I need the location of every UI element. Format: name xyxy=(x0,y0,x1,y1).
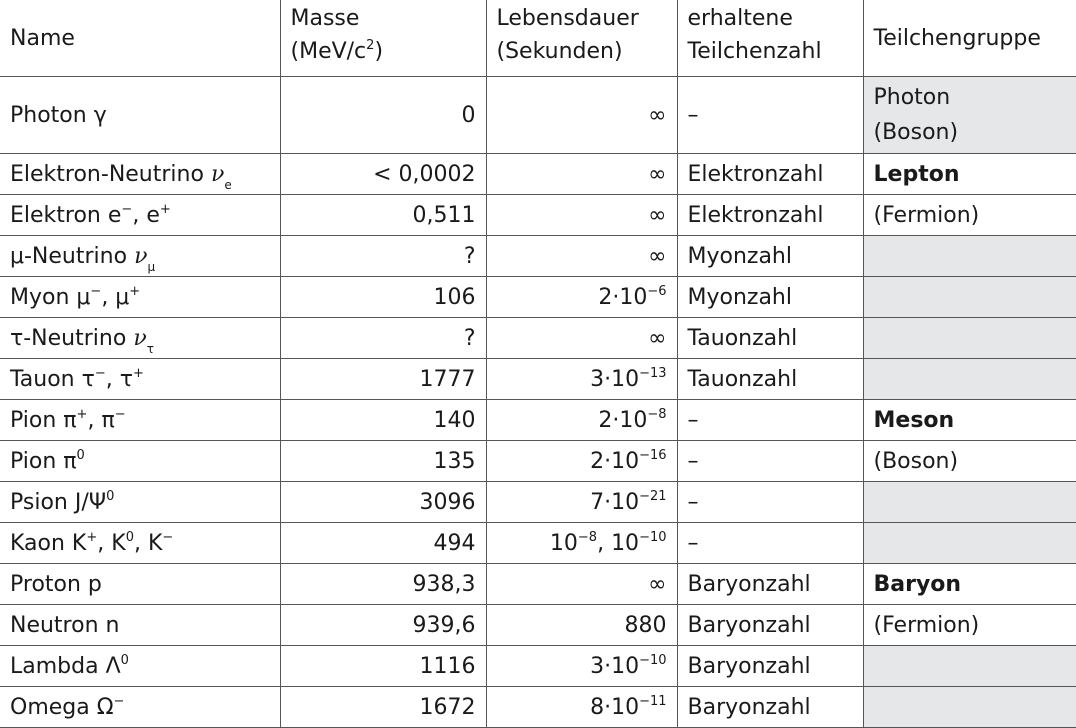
header-lifetime: Lebensdauer (Sekunden) xyxy=(486,0,677,77)
particle-group xyxy=(863,687,1076,728)
particle-group xyxy=(863,359,1076,400)
particle-group xyxy=(863,523,1076,564)
particle-lifetime: ∞ xyxy=(486,77,677,154)
particle-group: Lepton xyxy=(863,154,1076,195)
particle-name: Photon γ xyxy=(0,77,280,154)
particle-group xyxy=(863,482,1076,523)
particle-lifetime: $3\cdot 10^{-13}$ xyxy=(486,359,677,400)
particle-name: Proton p xyxy=(0,564,280,605)
particle-conserved: – xyxy=(677,400,863,441)
particle-lifetime: 880 xyxy=(486,605,677,646)
table-row xyxy=(0,359,1076,400)
particle-conserved: – xyxy=(677,441,863,482)
particle-lifetime: $2\cdot 10^{-6}$ xyxy=(486,277,677,318)
particle-group: Baryon xyxy=(863,564,1076,605)
particle-group xyxy=(863,277,1076,318)
particle-lifetime: $8\cdot 10^{-11}$ xyxy=(486,687,677,728)
particle-name: Kaon K+, $K^0$, K− xyxy=(0,523,280,564)
particle-mass: 106 xyxy=(280,277,486,318)
particle-mass: 0 xyxy=(280,77,486,154)
particle-conserved: Tauonzahl xyxy=(677,359,863,400)
particle-group: Meson xyxy=(863,400,1076,441)
table-row xyxy=(0,605,1076,646)
particle-conserved: – xyxy=(677,482,863,523)
table-row xyxy=(0,77,1076,154)
table-row xyxy=(0,441,1076,482)
particle-conserved: Myonzahl xyxy=(677,236,863,277)
header-mass: Masse $(MeV/c^2)$ xyxy=(280,0,486,77)
particle-mass: 0,511 xyxy=(280,195,486,236)
particle-mass: 1672 xyxy=(280,687,486,728)
particle-mass: 140 xyxy=(280,400,486,441)
header-group: Teilchengruppe xyxy=(863,0,1076,77)
particle-lifetime: ∞ xyxy=(486,195,677,236)
particle-name: Neutron n xyxy=(0,605,280,646)
header-name: Name xyxy=(0,0,280,77)
particle-group: Photon (Boson) xyxy=(863,77,1076,154)
header-conserved: erhaltene Teilchenzahl xyxy=(677,0,863,77)
particle-name: Elektron-Neutrino $\nu_e$ xyxy=(0,154,280,195)
particle-mass: 938,3 xyxy=(280,564,486,605)
particle-mass: ? xyxy=(280,318,486,359)
particle-name: Lambda $\Lambda^0$ xyxy=(0,646,280,687)
particle-lifetime: $3\cdot 10^{-10}$ xyxy=(486,646,677,687)
particle-name: τ-Neutrino $\nu_\tau$ xyxy=(0,318,280,359)
table-row xyxy=(0,318,1076,359)
particle-name: Psion $J/\Psi^0$ xyxy=(0,482,280,523)
table-row xyxy=(0,564,1076,605)
particle-mass: ? xyxy=(280,236,486,277)
particle-mass: 3096 xyxy=(280,482,486,523)
table-row xyxy=(0,400,1076,441)
particle-lifetime: ∞ xyxy=(486,318,677,359)
particle-conserved: Baryonzahl xyxy=(677,605,863,646)
particle-group: (Fermion) xyxy=(863,195,1076,236)
table-row xyxy=(0,154,1076,195)
particle-name: Pion π+, π− xyxy=(0,400,280,441)
table-row xyxy=(0,646,1076,687)
particle-lifetime: $2\cdot 10^{-16}$ xyxy=(486,441,677,482)
particle-lifetime: ∞ xyxy=(486,564,677,605)
particle-group: (Fermion) xyxy=(863,605,1076,646)
particle-conserved: Elektronzahl xyxy=(677,195,863,236)
particle-conserved: Baryonzahl xyxy=(677,687,863,728)
particle-name: μ-Neutrino $\nu_\mu$ xyxy=(0,236,280,277)
particle-name: Omega Ω− xyxy=(0,687,280,728)
particle-conserved: Elektronzahl xyxy=(677,154,863,195)
particle-conserved: Baryonzahl xyxy=(677,646,863,687)
header-row xyxy=(0,0,1076,77)
table-row xyxy=(0,523,1076,564)
particle-mass: 135 xyxy=(280,441,486,482)
particle-name: Tauon τ−, τ+ xyxy=(0,359,280,400)
particle-mass: 939,6 xyxy=(280,605,486,646)
particle-group xyxy=(863,646,1076,687)
table-row xyxy=(0,195,1076,236)
particle-conserved: Myonzahl xyxy=(677,277,863,318)
particle-mass: < 0,0002 xyxy=(280,154,486,195)
particle-lifetime: $2\cdot 10^{-8}$ xyxy=(486,400,677,441)
particle-mass: 494 xyxy=(280,523,486,564)
particle-conserved: Tauonzahl xyxy=(677,318,863,359)
particle-conserved: – xyxy=(677,77,863,154)
particle-lifetime: ∞ xyxy=(486,236,677,277)
table-row xyxy=(0,687,1076,728)
particle-conserved: – xyxy=(677,523,863,564)
particle-group xyxy=(863,236,1076,277)
particle-name: Elektron e−, e+ xyxy=(0,195,280,236)
particle-group xyxy=(863,318,1076,359)
particle-mass: 1116 xyxy=(280,646,486,687)
particle-mass: 1777 xyxy=(280,359,486,400)
particle-lifetime: $10^{-8}$, $10^{-10}$ xyxy=(486,523,677,564)
table-row xyxy=(0,277,1076,318)
particle-lifetime: ∞ xyxy=(486,154,677,195)
particle-group: (Boson) xyxy=(863,441,1076,482)
particle-conserved: Baryonzahl xyxy=(677,564,863,605)
particle-lifetime: $7\cdot 10^{-21}$ xyxy=(486,482,677,523)
table-row xyxy=(0,236,1076,277)
particle-name: Myon μ−, μ+ xyxy=(0,277,280,318)
table-row xyxy=(0,482,1076,523)
particle-name: Pion $\pi^0$ xyxy=(0,441,280,482)
